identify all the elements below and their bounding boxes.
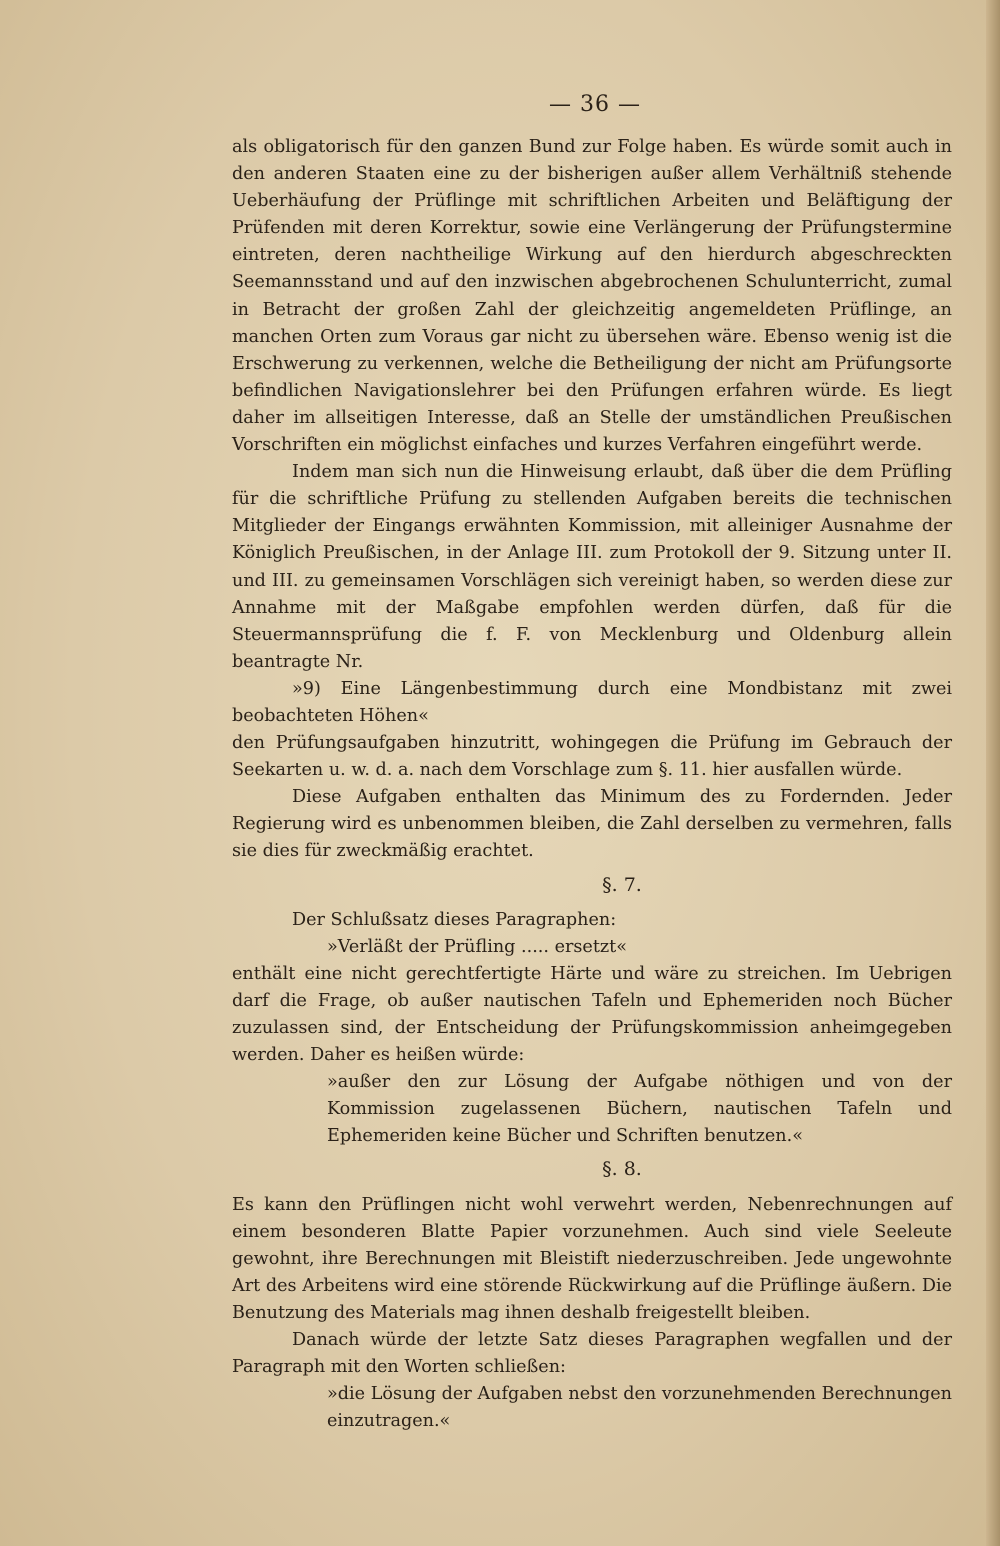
paragraph-2: Indem man sich nun die Hinweisung erlaubt, daß über die dem Prüfling für die schriftliche Prüfung zu stellenden Aufgaben bereits die technischen Mitglieder der Eingangs erwähnten Kommission, mit alleiniger Ausnahme der Königlich Preußischen, in der Anlage III. zum Protokoll der 9. Sitzung unter II. und III. zu gemeinsamen Vorschlägen sich vereinigt haben, so werden diese zur Annahme mit der Maßgabe empfohlen werden dürfen, daß für die Steuermannsprüfung die f. F. von Mecklenburg und Oldenburg allein beantragte Nr. xyxy=(232,462,952,672)
page-number: — 36 — xyxy=(549,92,641,117)
quoted-item-9: »9) Eine Längenbestimmung durch eine Mondbistanz mit zwei beobachteten Höhen« xyxy=(232,678,952,726)
paragraph-8: Danach würde der letzte Satz dieses Paragraphen wegfallen und der Paragraph mit den Worten schließen: xyxy=(232,1330,952,1378)
page-body xyxy=(232,134,952,1435)
paragraph-1: als obligatorisch für den ganzen Bund zur Folge haben. Es würde somit auch in den anderen Staaten eine zu der bisherigen außer allem Verhältniß stehende Ueberhäufung der Prüflinge mit schriftlichen Arbeiten und Beläftigung der Prüfenden mit deren Korrektur, sowie eine Verlängerung der Prüfungstermine eintreten, deren nachtheilige Wirkung auf den hierdurch abgeschreckten Seemannsstand und auf den inzwischen abgebrochenen Schulunterricht, zumal in Betracht der großen Zahl der gleichzeitig angemeldeten Prüflinge, an manchen Orten zum Voraus gar nicht zu übersehen wäre. Ebenso wenig ist die Erschwerung zu verkennen, welche die Betheiligung der nicht am Prüfungsorte befindlichen Navigationslehrer bei den Prüfungen erfahren würde. Es liegt daher im allseitigen Interesse, daß an Stelle der umständlichen Preußischen Vorschriften ein möglichst einfaches und kurzes Verfahren eingeführt werde. xyxy=(232,137,952,456)
paragraph-5: Der Schlußsatz dieses Paragraphen: xyxy=(292,909,617,930)
paragraph-7: Es kann den Prüflingen nicht wohl verwehrt werden, Nebenrechnungen auf einem besonderen Blatte Papier vorzunehmen. Auch sind viele Seeleute gewohnt, ihre Berechnungen mit Bleistift niederzuschreiben. Jede ungewohnte Art des Arbeitens wird eine störende Rückwirkung auf die Prüflinge äußern. Die Benutzung des Materials mag ihnen deshalb freigestellt bleiben. xyxy=(232,1194,952,1323)
paragraph-6: enthält eine nicht gerechtfertigte Härte und wäre zu streichen. Im Uebrigen darf die Frage, ob außer nautischen Tafeln und Ephemeriden noch Bücher zuzulassen sind, der Entscheidung der Prüfungskommission anheimgegeben werden. Daher es heißen würde: xyxy=(232,963,952,1066)
paragraph-4: Diese Aufgaben enthalten das Minimum des zu Fordernden. Jeder Regierung wird es unbenommen bleiben, die Zahl derselben zu vermehren, falls sie dies für zweckmäßig erachtet. xyxy=(232,787,952,862)
quoted-sentence: »Verläßt der Prüfling ..... ersetzt« xyxy=(327,936,628,957)
page-edge-shadow xyxy=(986,0,1000,1546)
section-heading-8: §. 8. xyxy=(602,1158,642,1181)
quoted-block-1: »außer den zur Lösung der Aufgabe nöthigen und von der Kommission zugelassenen Büchern, nautischen Tafeln und Ephemeriden keine Bücher und Schriften benutzen.« xyxy=(327,1072,952,1147)
quoted-block-2: »die Lösung der Aufgaben nebst den vorzunehmenden Berechnungen einzutragen.« xyxy=(327,1384,952,1432)
paragraph-3: den Prüfungsaufgaben hinzutritt, wohingegen die Prüfung im Gebrauch der Seekarten u. w. d. a. nach dem Vorschlage zum §. 11. hier ausfallen würde. xyxy=(232,733,952,781)
section-heading-7: §. 7. xyxy=(602,873,642,896)
